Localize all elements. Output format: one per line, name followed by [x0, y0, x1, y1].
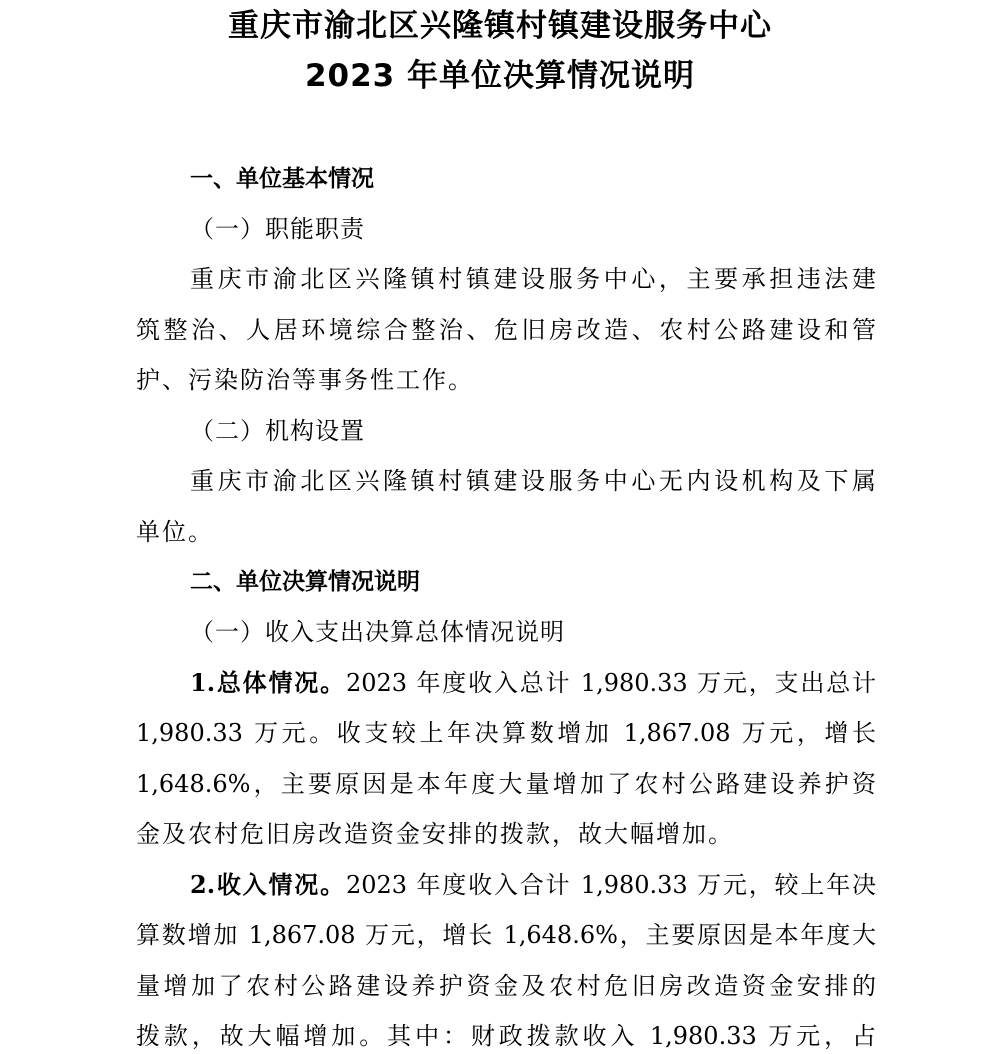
paragraph2-line1	[136, 869, 876, 901]
paragraph2-line1-text: 2023 年度收入合计 1,980.33 万元，较上年决	[345, 871, 876, 899]
sub3-heading: （一）收入支出决算总体情况说明	[190, 618, 565, 646]
document-title-line1: 重庆市渝北区兴隆镇村镇建设服务中心	[228, 8, 772, 44]
paragraph2-line4: 拨款，故大幅增加。其中：财政拨款收入 1,980.33 万元，占	[136, 1022, 876, 1050]
paragraph1-line1	[136, 667, 876, 699]
paragraph2-line3: 量增加了农村公路建设养护资金及农村危旧房改造资金安排的	[136, 972, 876, 1000]
document-title-line2: 2023 年单位决算情况说明	[304, 58, 696, 94]
paragraph1-lead: 1.总体情况。	[190, 668, 346, 697]
sub1-heading: （一）职能职责	[190, 215, 365, 243]
sub1-text-line3: 护、污染防治等事务性工作。	[136, 366, 474, 394]
paragraph2-lead: 2.收入情况。	[190, 870, 346, 899]
sub2-text-line2: 单位。	[136, 518, 214, 546]
sub2-text-line1: 重庆市渝北区兴隆镇村镇建设服务中心无内设机构及下属	[190, 467, 876, 495]
paragraph1-line3: 1,648.6%，主要原因是本年度大量增加了农村公路建设养护资	[136, 770, 876, 798]
paragraph1-line1-text: 2023 年度收入总计 1,980.33 万元，支出总计	[345, 669, 876, 697]
sub2-heading: （二）机构设置	[190, 417, 365, 445]
section2-heading: 二、单位决算情况说明	[190, 569, 420, 595]
paragraph1-line2: 1,980.33 万元。收支较上年决算数增加 1,867.08 万元，增长	[136, 719, 876, 747]
paragraph1-line4: 金及农村危旧房改造资金安排的拨款，故大幅增加。	[136, 820, 734, 848]
paragraph2-line2: 算数增加 1,867.08 万元，增长 1,648.6%，主要原因是本年度大	[136, 921, 876, 949]
sub1-text-line2: 筑整治、人居环境综合整治、危旧房改造、农村公路建设和管	[136, 316, 876, 344]
section1-heading: 一、单位基本情况	[190, 166, 374, 192]
sub1-text-line1: 重庆市渝北区兴隆镇村镇建设服务中心，主要承担违法建	[190, 265, 876, 293]
